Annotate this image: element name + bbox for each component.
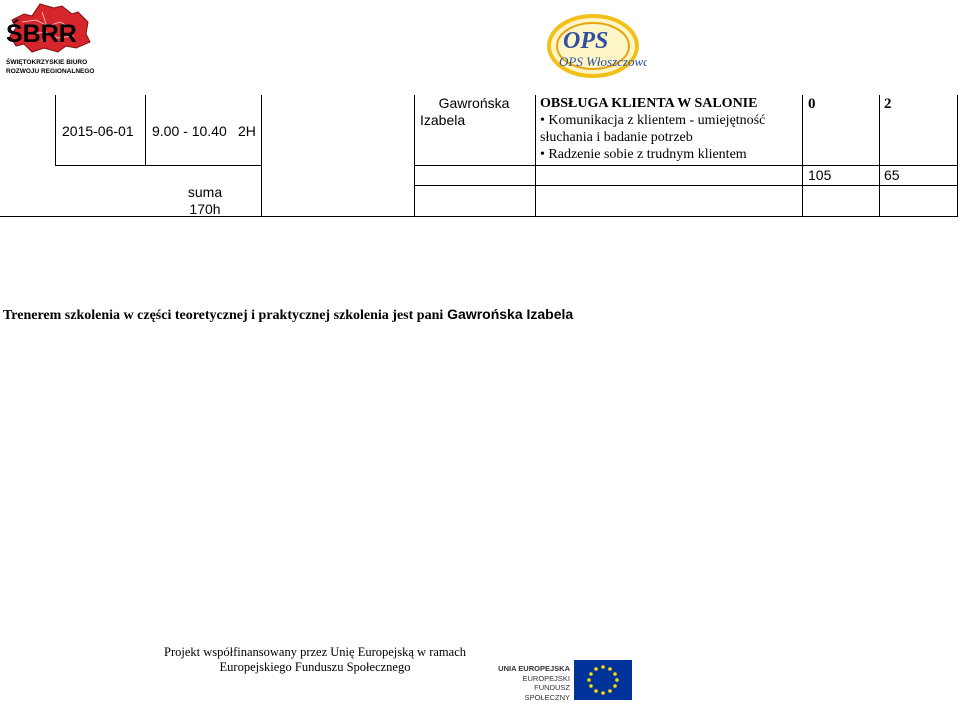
ops-town: OPS Włoszczowa [559, 54, 647, 69]
topic-bullet-1b: słuchania i badanie potrzeb [540, 130, 693, 145]
ops-logo-icon [545, 10, 647, 80]
sbrr-name-line1: ŚWIĘTOKRZYSKIE BIURO [6, 59, 88, 66]
ops-logo [545, 10, 647, 80]
grid-line [0, 216, 958, 217]
sum-value: 170h [189, 201, 221, 217]
trainer-last-name: Izabela [420, 112, 466, 128]
sbrr-map-icon [2, 2, 94, 78]
grid-line [261, 95, 262, 217]
grid-line [145, 95, 146, 165]
topic-cell [540, 95, 802, 163]
total-col-a: 105 [808, 167, 832, 183]
eu-logo [492, 660, 632, 700]
eu-line3: FUNDUSZ SPOŁECZNY [524, 683, 570, 702]
trainer-first-name: Gawrońska [438, 95, 510, 111]
hours-cell: 2H [238, 123, 256, 139]
grid-line [414, 165, 958, 166]
date-cell: 2015-06-01 [62, 123, 134, 139]
col-b-cell: 2 [884, 96, 892, 112]
grid-line [414, 185, 958, 186]
sbrr-brand-letters: ŚBRR [6, 20, 77, 48]
topic-title: OBSŁUGA KLIENTA W SALONIE [540, 96, 758, 111]
trainer-cell [418, 95, 530, 129]
trainer-note [3, 305, 573, 325]
grid-line [802, 95, 803, 217]
trainer-note-prefix: Trenerem szkolenia w części teoretycznej i praktycznej szkolenia jest pani [3, 308, 444, 323]
footer-line2: Europejskiego Funduszu Społecznego [219, 660, 411, 674]
eu-line2: EUROPEJSKI [522, 673, 570, 683]
grid-line [957, 95, 958, 217]
sbrr-logo [2, 2, 94, 78]
footer-line1: Projekt współfinansowany przez Unię Europejską w ramach [164, 645, 466, 659]
ops-letters: OPS [563, 28, 609, 54]
grid-line [414, 95, 415, 217]
eu-text [492, 664, 570, 702]
eu-flag-icon [574, 660, 632, 700]
grid-line [879, 95, 880, 217]
footer-project-text [150, 645, 480, 675]
topic-bullet-2: • Radzenie sobie z trudnym klientem [540, 147, 747, 162]
sum-label: suma [187, 184, 223, 200]
sbrr-name-line2: ROZWOJU REGIONALNEGO [6, 68, 94, 75]
trainer-note-name: Gawrońska Izabela [447, 306, 574, 322]
grid-line [55, 165, 262, 166]
col-a-cell: 0 [808, 96, 816, 112]
eu-line1: UNIA EUROPEJSKA [498, 664, 570, 673]
topic-bullet-1a: • Komunikacja z klientem - umiejętność [540, 113, 766, 128]
sum-cell [160, 184, 250, 218]
total-col-b: 65 [884, 167, 900, 183]
grid-line [55, 95, 56, 165]
grid-line [535, 95, 536, 217]
time-cell: 9.00 - 10.40 [152, 123, 227, 139]
